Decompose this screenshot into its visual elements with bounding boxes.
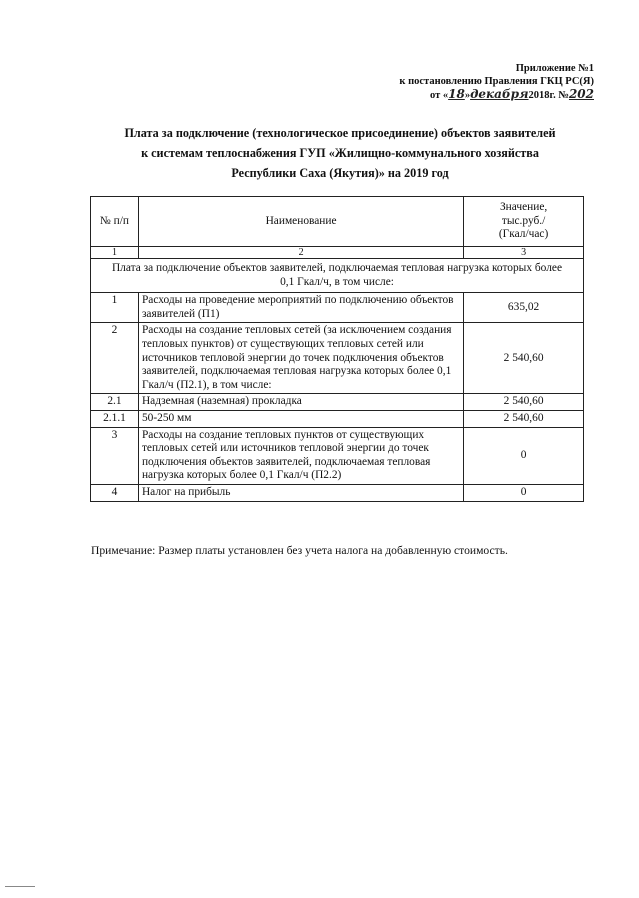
row-name: Налог на прибыль bbox=[138, 484, 463, 501]
header-value bbox=[464, 197, 584, 247]
appendix-block bbox=[399, 62, 594, 102]
table-row bbox=[91, 427, 584, 484]
appendix-date-mid2: 2018г. № bbox=[528, 90, 569, 101]
title-line-1: Плата за подключение (технологическое присоединение) объектов заявителей bbox=[124, 126, 556, 140]
row-name: Надземная (наземная) прокладка bbox=[138, 394, 463, 411]
header-value-line-1: Значение, bbox=[499, 201, 548, 214]
table-row bbox=[91, 410, 584, 427]
appendix-number: 202 bbox=[568, 87, 594, 101]
scan-edge-mark bbox=[5, 886, 35, 887]
appendix-title: Приложение №1 bbox=[515, 63, 594, 74]
header-num: № п/п bbox=[91, 197, 139, 247]
table-row bbox=[91, 293, 584, 323]
index-cell-1: 1 bbox=[91, 247, 139, 259]
table-index-row bbox=[91, 247, 584, 259]
row-name: Расходы на проведение мероприятий по подключению объектов заявителей (П1) bbox=[138, 293, 463, 323]
row-value: 635,02 bbox=[464, 293, 584, 323]
table-section-row bbox=[91, 259, 584, 293]
appendix-date-mid1: » bbox=[464, 90, 471, 101]
row-num: 2 bbox=[91, 323, 139, 394]
appendix-day: 18 bbox=[448, 87, 465, 101]
row-value: 2 540,60 bbox=[464, 394, 584, 411]
table-row bbox=[91, 323, 584, 394]
document-title bbox=[90, 123, 590, 183]
row-name: Расходы на создание тепловых пунктов от существующих тепловых сетей или источников тепловой энергии до точек подключения объектов заявителей, подключаемая тепловая нагрузка которых более 0,1 Гкал/ч (П2.2) bbox=[138, 427, 463, 484]
row-num: 1 bbox=[91, 293, 139, 323]
row-name: 50-250 мм bbox=[138, 410, 463, 427]
fee-table bbox=[90, 196, 584, 502]
appendix-month: декабря bbox=[470, 87, 529, 101]
title-line-3: Республики Саха (Якутия)» на 2019 год bbox=[231, 166, 449, 180]
row-value: 0 bbox=[464, 484, 584, 501]
appendix-date-line bbox=[399, 88, 594, 102]
header-value-line-3: (Гкал/час) bbox=[498, 228, 549, 241]
index-cell-3: 3 bbox=[464, 247, 584, 259]
title-line-2: к системам теплоснабжения ГУП «Жилищно-коммунального хозяйства bbox=[141, 146, 539, 160]
row-num: 2.1 bbox=[91, 394, 139, 411]
header-value-line-2: тыс.руб./ bbox=[501, 214, 546, 227]
table-row bbox=[91, 394, 584, 411]
footnote: Примечание: Размер платы установлен без учета налога на добавленную стоимость. bbox=[91, 544, 508, 557]
appendix-resolution: к постановлению Правления ГКЦ РС(Я) bbox=[399, 76, 594, 87]
row-num: 2.1.1 bbox=[91, 410, 139, 427]
row-value: 2 540,60 bbox=[464, 410, 584, 427]
header-name: Наименование bbox=[138, 197, 463, 247]
row-value: 2 540,60 bbox=[464, 323, 584, 394]
table-row bbox=[91, 484, 584, 501]
index-cell-2: 2 bbox=[138, 247, 463, 259]
row-name: Расходы на создание тепловых сетей (за исключением создания тепловых пунктов) от существующих тепловых сетей или источников тепловой энергии до точек подключения объектов заявителей, подключаемая тепловая нагрузка которых более 0,1 Гкал/ч (П2.1), в том числе: bbox=[138, 323, 463, 394]
row-value: 0 bbox=[464, 427, 584, 484]
section-title: Плата за подключение объектов заявителей, подключаемая тепловая нагрузка которых более 0,1 Гкал/ч, в том числе: bbox=[91, 259, 584, 293]
row-num: 4 bbox=[91, 484, 139, 501]
appendix-date-prefix: от « bbox=[429, 90, 449, 101]
table-header-row bbox=[91, 197, 584, 247]
row-num: 3 bbox=[91, 427, 139, 484]
